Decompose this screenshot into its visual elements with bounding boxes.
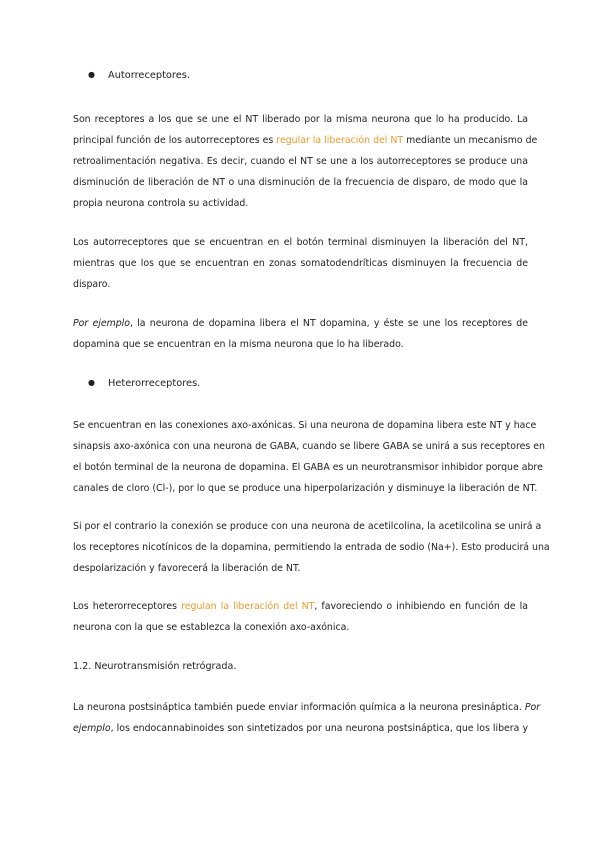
text-line: sinapsis axo-axónica con una neurona de GABA, cuando se libere GABA se unirá a sus receptores en — [73, 441, 545, 452]
italic-text: ejemplo — [73, 723, 111, 734]
text-line: Son receptores a los que se une el NT liberado por la misma neurona que lo ha producido. La — [73, 114, 528, 125]
text-line: propia neurona controla su actividad. — [73, 198, 249, 209]
text-line: dopamina que se encuentran en la misma neurona que lo ha liberado. — [73, 339, 404, 350]
bullet-dot-icon: ● — [88, 70, 95, 79]
text-line: Los autorreceptores que se encuentran en el botón terminal disminuyen la liberación del NT, — [73, 237, 528, 248]
text-line: Por ejemplo, la neurona de dopamina libera el NT dopamina, y éste se une los receptores de — [73, 318, 528, 329]
italic-text: Por ejemplo — [73, 318, 131, 329]
text-line: Se encuentran en las conexiones axo-axónicas. Si una neurona de dopamina libera este NT y hace — [73, 420, 537, 431]
text-line: el botón terminal de la neurona de dopamina. El GABA es un neurotransmisor inhibidor porque abre — [73, 462, 543, 473]
bullet-dot-icon: ● — [88, 378, 95, 387]
text-line: Si por el contrario la conexión se produce con una neurona de acetilcolina, la acetilcolina se unirá a — [73, 521, 542, 532]
section-heading-heterorreceptores: Heterorreceptores. — [108, 378, 201, 389]
text-line: los receptores nicotínicos de la dopamina, permitiendo la entrada de sodio (Na+). Esto producirá una — [73, 542, 550, 553]
text-line: neurona con la que se establezca la conexión axo-axónica. — [73, 622, 350, 633]
text-line: disminución de liberación de NT o una disminución de la frecuencia de disparo, de modo que la — [73, 177, 528, 188]
section-heading-neurotransmision-retrograda: 1.2. Neurotransmisión retrógrada. — [73, 661, 237, 672]
section-heading-autorreceptores: Autorreceptores. — [108, 70, 190, 81]
text-line: principal función de los autorreceptores es regular la liberación del NT mediante un mecanismo de — [73, 135, 538, 146]
text-line: mientras que los que se encuentran en zonas somatodendríticas disminuyen la frecuencia de — [73, 258, 528, 269]
text-line: ejemplo, los endocannabinoides son sintetizados por una neurona postsináptica, que los libera y — [73, 723, 528, 734]
highlighted-text: regular la liberación del NT — [276, 135, 404, 146]
text-line: disparo. — [73, 279, 111, 290]
text-line: La neurona postsináptica también puede enviar información química a la neurona presináptica. Por — [73, 702, 541, 713]
text-line: despolarización y favorecerá la liberación de NT. — [73, 563, 301, 574]
italic-text: Por — [524, 702, 541, 713]
highlighted-text: regulan la liberación del NT — [181, 601, 315, 612]
text-line: retroalimentación negativa. Es decir, cuando el NT se une a los autorreceptores se produce una — [73, 156, 528, 167]
text-line: canales de cloro (Cl-), por lo que se produce una hiperpolarización y disminuye la liberación de NT. — [73, 483, 538, 494]
text-line: Los heterorreceptores regulan la liberación del NT, favoreciendo o inhibiendo en función de la — [73, 601, 528, 612]
